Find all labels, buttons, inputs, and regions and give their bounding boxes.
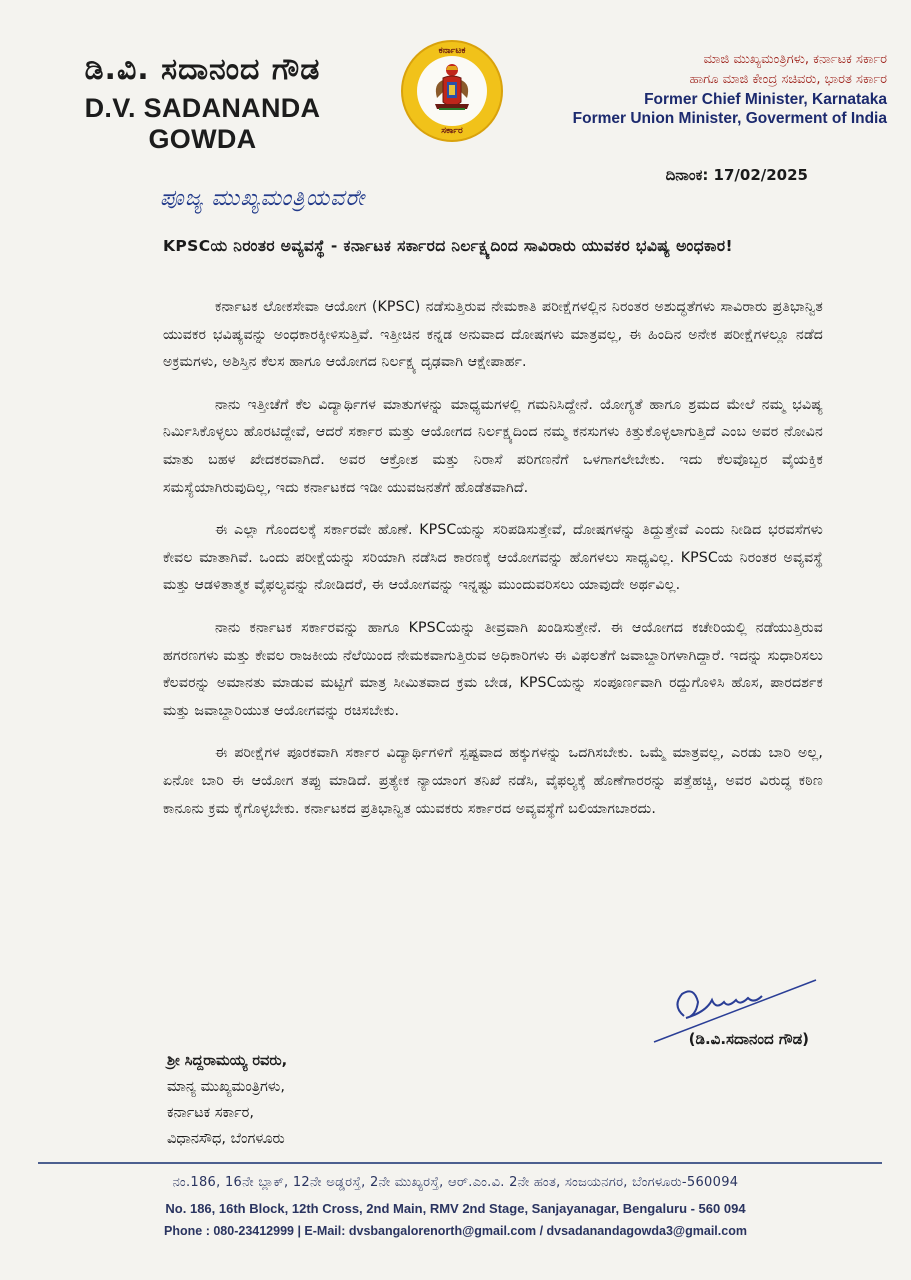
signatory-name: (ಡಿ.ವಿ.ಸದಾನಂದ ಗೌಡ) (688, 1030, 809, 1048)
emblem-top-text: ಕರ್ನಾಟಕ (438, 46, 466, 56)
karnataka-emblem-icon (401, 40, 503, 142)
letter-subject: KPSCಯ ನಿರಂತರ ಅವ್ಯವಸ್ಥೆ - ಕರ್ನಾಟಕ ಸರ್ಕಾರದ ನಿರ್ಲಕ್ಷ್ಯದಿಂದ ಸಾವಿರಾರು ಯುವಕರ ಭವಿಷ್ಯ ಅಂಧಕಾರ! (163, 237, 733, 255)
title-english-1: Former Chief Minister, Karnataka (644, 91, 887, 108)
letterhead-name (30, 52, 375, 155)
addressee-location: ವಿಧಾನಸೌಧ, ಬೆಂಗಳೂರು (167, 1131, 285, 1147)
addressee-block (167, 1048, 287, 1152)
addressee-designation: ಮಾನ್ಯ ಮುಖ್ಯಮಂತ್ರಿಗಳು, (167, 1079, 285, 1095)
handwritten-salutation: ಪೂಜ್ಯ ಮುಖ್ಯಮಂತ್ರಿಯವರೇ (160, 186, 366, 211)
name-english: D.V. SADANANDA GOWDA (84, 93, 321, 154)
addressee-name: ಶ್ರೀ ಸಿದ್ದರಾಮಯ್ಯ ರವರು, (167, 1053, 288, 1069)
title-kannada-2: ಹಾಗೂ ಮಾಜಿ ಕೇಂದ್ರ ಸಚಿವರು, ಭಾರತ ಸರ್ಕಾರ (689, 72, 887, 87)
letter-date: ದಿನಾಂಕ: 17/02/2025 (665, 166, 808, 184)
title-english-2: Former Union Minister, Goverment of India (572, 110, 887, 127)
body-paragraph: ನಾನು ಕರ್ನಾಟಕ ಸರ್ಕಾರವನ್ನು ಹಾಗೂ KPSCಯನ್ನು ತೀವ್ರವಾಗಿ ಖಂಡಿಸುತ್ತೇನೆ. ಈ ಆಯೋಗದ ಕಚೇರಿಯಲ್ಲಿ ನಡೆಯುತ್ತಿರುವ ಹಗರಣಗಳು ಮತ್ತು ಕೇವಲ ರಾಜಕೀಯ ನೆಲೆಯಿಂದ ನೇಮಕವಾಗುತ್ತಿರುವ ಅಧಿಕಾರಿಗಳು ಈ ವಿಫಲತೆಗೆ ಜವಾಬ್ದಾರಿಗಳಾಗಿದ್ದಾರೆ. ಇದನ್ನು ಸುಧಾರಿಸಲು ಕೆಲವರನ್ನು ಅಮಾನತು ಮಾಡುವ ಮಟ್ಟಿಗೆ ಮಾತ್ರ ಸೀಮಿತವಾದ ಕ್ರಮ ಬೇಡ, KPSCಯನ್ನು ಸಂಪೂರ್ಣವಾಗಿ ರದ್ದುಗೊಳಿಸಿ ಹೊಸ, ಪಾರದರ್ಶಕ ಮತ್ತು ಜವಾಬ್ದಾರಿಯುತ ಆಯೋಗವನ್ನು ರಚಿಸಬೇಕು. (163, 619, 823, 719)
footer-address-english: No. 186, 16th Block, 12th Cross, 2nd Main, RMV 2nd Stage, Sanjayanagar, Bengaluru - 560 094 (165, 1201, 746, 1216)
footer-divider (38, 1162, 882, 1164)
emblem-bottom-text: ಸರ್ಕಾರ (441, 126, 463, 136)
gandaberunda-crest-icon (421, 58, 483, 120)
addressee-government: ಕರ್ನಾಟಕ ಸರ್ಕಾರ, (167, 1105, 254, 1121)
body-paragraph: ಈ ಎಲ್ಲಾ ಗೊಂದಲಕ್ಕೆ ಸರ್ಕಾರವೇ ಹೊಣೆ. KPSCಯನ್ನು ಸರಿಪಡಿಸುತ್ತೇವೆ, ದೋಷಗಳನ್ನು ತಿದ್ದುತ್ತೇವೆ ಎಂದು ನೀಡಿದ ಭರವಸೆಗಳು ಕೇವಲ ಮಾತಾಗಿವೆ. ಒಂದು ಪರೀಕ್ಷೆಯನ್ನು ಸರಿಯಾಗಿ ನಡೆಸಿದ ಕಾರಣಕ್ಕೆ ಆಯೋಗವನ್ನು ಹೊಗಳಲು ಸಾಧ್ಯವಿಲ್ಲ. KPSCಯ ನಿರಂತರ ಅವ್ಯವಸ್ಥೆ ಮತ್ತು ಆಡಳಿತಾತ್ಮಕ ವೈಫಲ್ಯವನ್ನು ನೋಡಿದರೆ, ಈ ಆಯೋಗವನ್ನು ಇನ್ನಷ್ಟು ಮುಂದುವರಿಸಲು ಯಾವುದೇ ಅರ್ಥವಿಲ್ಲ. (163, 522, 823, 594)
letterhead-titles (527, 50, 887, 128)
letter-body (163, 294, 823, 838)
body-paragraph: ಕರ್ನಾಟಕ ಲೋಕಸೇವಾ ಆಯೋಗ (KPSC) ನಡೆಸುತ್ತಿರುವ ನೇಮಕಾತಿ ಪರೀಕ್ಷೆಗಳಲ್ಲಿನ ನಿರಂತರ ಅಶುದ್ಧತೆಗಳು ಸಾವಿರಾರು ಪ್ರತಿಭಾನ್ವಿತ ಯುವಕರ ಭವಿಷ್ಯವನ್ನು ಅಂಧಕಾರಕ್ಕೀಳಿಸುತ್ತಿವೆ. ಇತ್ತೀಚಿನ ಕನ್ನಡ ಅನುವಾದ ದೋಷಗಳು ಮಾತ್ರವಲ್ಲ, ಈ ಹಿಂದಿನ ಅನೇಕ ಪರೀಕ್ಷೆಗಳಲ್ಲೂ ನಡೆದ ಅಕ್ರಮಗಳು, ಅಶಿಸ್ತಿನ ಕೆಲಸ ಹಾಗೂ ಆಯೋಗದ ನಿರ್ಲಕ್ಷ್ಯ ದೃಢವಾಗಿ ಆಕ್ಷೇಪಾರ್ಹ. (163, 299, 823, 371)
name-kannada: ಡಿ.ವಿ. ಸದಾನಂದ ಗೌಡ (84, 52, 321, 87)
footer-address-kannada: ನಂ.186, 16ನೇ ಬ್ಲಾಕ್, 12ನೇ ಅಡ್ಡರಸ್ತೆ, 2ನೇ ಮುಖ್ಯರಸ್ತೆ, ಆರ್.ಎಂ.ವಿ. 2ನೇ ಹಂತ, ಸಂಜಯನಗರ, ಬೆಂಗಳೂರು-560094 (172, 1175, 739, 1190)
body-paragraph: ಈ ಪರೀಕ್ಷೆಗಳ ಪೂರಕವಾಗಿ ಸರ್ಕಾರ ವಿದ್ಯಾರ್ಥಿಗಳಿಗೆ ಸ್ಪಷ್ಟವಾದ ಹಕ್ಕುಗಳನ್ನು ಒದಗಿಸಬೇಕು. ಒಮ್ಮೆ ಮಾತ್ರವಲ್ಲ, ಎರಡು ಬಾರಿ ಅಲ್ಲ, ಏನೋ ಬಾರಿ ಈ ಆಯೋಗ ತಪ್ಪು ಮಾಡಿದೆ. ಪ್ರತ್ಯೇಕ ನ್ಯಾಯಾಂಗ ತನಿಖೆ ನಡೆಸಿ, ವೈಫಲ್ಯಕ್ಕೆ ಹೊಣೆಗಾರರನ್ನು ಪತ್ತೆಹಚ್ಚಿ, ಅವರ ವಿರುದ್ಧ ಕಠಿಣ ಕಾನೂನು ಕ್ರಮ ಕೈಗೊಳ್ಳಬೇಕು. ಕರ್ನಾಟಕದ ಪ್ರತಿಭಾನ್ವಿತ ಯುವಕರು ಸರ್ಕಾರದ ಅವ್ಯವಸ್ಥೆಗೆ ಬಲಿಯಾಗಬಾರದು. (163, 745, 823, 817)
footer-contact: Phone : 080-23412999 | E-Mail: dvsbangalorenorth@gmail.com / dvsadanandagowda3@gmail.com (164, 1224, 747, 1238)
body-paragraph: ನಾನು ಇತ್ತೀಚೆಗೆ ಕೆಲ ವಿದ್ಯಾರ್ಥಿಗಳ ಮಾತುಗಳನ್ನು ಮಾಧ್ಯಮಗಳಲ್ಲಿ ಗಮನಿಸಿದ್ದೇನೆ. ಯೋಗ್ಯತೆ ಹಾಗೂ ಶ್ರಮದ ಮೇಲೆ ನಮ್ಮ ಭವಿಷ್ಯ ನಿರ್ಮಿಸಿಕೊಳ್ಳಲು ಹೊರಟಿದ್ದೇವೆ, ಆದರೆ ಸರ್ಕಾರ ಮತ್ತು ಆಯೋಗದ ನಿರ್ಲಕ್ಷ್ಯದಿಂದ ನಮ್ಮ ಕನಸುಗಳು ಕಿತ್ತುಕೊಳ್ಳಲಾಗುತ್ತಿದೆ ಎಂಬ ಅವರ ನೋವಿನ ಮಾತು ಬಹಳ ಖೇದಕರವಾಗಿದೆ. ಅವರ ಆಕ್ರೋಶ ಮತ್ತು ನಿರಾಸೆ ಪರಿಗಣನೆಗೆ ಒಳಗಾಗಲೇಬೇಕು. ಇದು ಕೆಲವೊಬ್ಬರ ವೈಯಕ್ತಿಕ ಸಮಸ್ಯೆಯಾಗಿರುವುದಿಲ್ಲ, ಇದು ಕರ್ನಾಟಕದ ಇಡೀ ಯುವಜನತೆಗೆ ಹೊಡೆತವಾಗಿದೆ. (163, 396, 823, 496)
title-kannada-1: ಮಾಜಿ ಮುಖ್ಯಮಂತ್ರಿಗಳು, ಕರ್ನಾಟಕ ಸರ್ಕಾರ (703, 52, 887, 67)
